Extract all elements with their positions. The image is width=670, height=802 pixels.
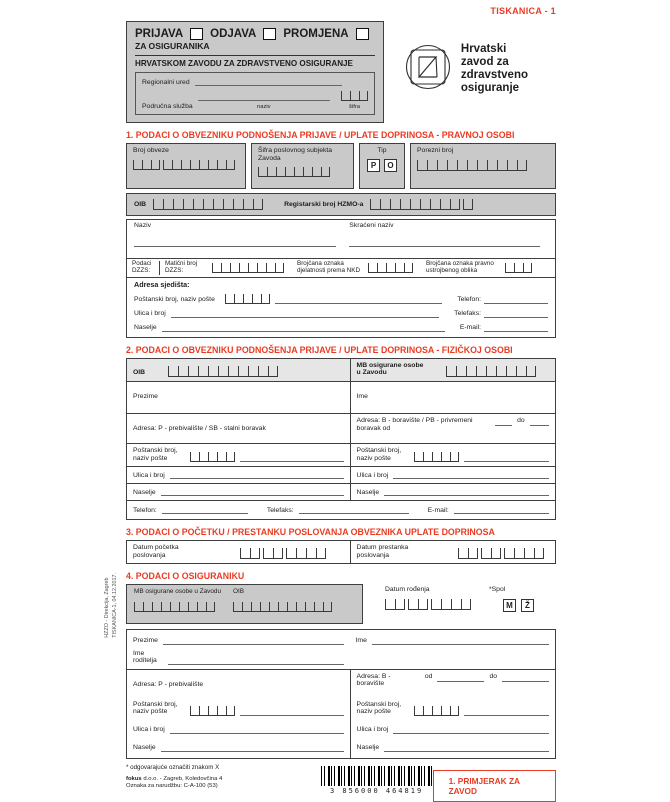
section1-top-row	[126, 143, 556, 189]
naselje-input-4l[interactable]	[161, 743, 344, 752]
hzzo-logo	[404, 43, 452, 91]
naselje-label-2r: Naselje	[356, 488, 380, 496]
nkd-label: Brojčana oznaka djelatnosti prema NKD	[297, 259, 360, 274]
ulica-input-2l[interactable]	[170, 470, 344, 479]
telefon-label-2: Telefon:	[133, 506, 157, 514]
naselje-input-2r[interactable]	[384, 487, 549, 496]
posta-input-4l[interactable]	[240, 707, 344, 716]
barcode-digits: 3 856000 464819	[329, 787, 424, 795]
oib-comb-2[interactable]	[168, 366, 278, 377]
prezime-label-2: Prezime	[133, 392, 158, 400]
naselje-label: Naselje	[134, 324, 157, 332]
section1-oib-row	[126, 193, 556, 216]
broj-obveze-field: Broj obveze	[126, 143, 246, 189]
divider	[135, 55, 375, 56]
porezni-broj-field: Porezni broj	[410, 143, 556, 189]
ulica-input[interactable]	[171, 309, 439, 318]
form-code-label: TISKANICA - 1	[490, 6, 556, 16]
section4-top	[126, 584, 556, 623]
side-imprint: HZZO - Direkcija, Zagreb TISKANICA-1, 04.12.2017.	[104, 573, 118, 638]
ime-roditelja-input[interactable]	[168, 656, 344, 665]
ime-label-4: Ime	[355, 636, 367, 644]
prijava-label: PRIJAVA	[135, 28, 184, 40]
sifra-subjekta-field: Šifra poslovnog subjekta Zavoda	[251, 143, 354, 189]
odjava-label: ODJAVA	[210, 28, 257, 40]
regional-office-input[interactable]	[195, 77, 342, 86]
ime-label-2: Ime	[356, 392, 368, 400]
sifra-subjekta-comb[interactable]	[258, 167, 330, 177]
posta-input[interactable]	[275, 295, 442, 304]
tip-field: Tip P O	[359, 143, 405, 189]
naselje-label-4l: Naselje	[133, 744, 156, 752]
postanski-label-4l: Poštanski broj, naziv pošte	[133, 700, 178, 716]
oib-label-2: OIB	[133, 369, 146, 377]
hzzo-name: Hrvatski zavod za zdravstveno osiguranje	[460, 43, 528, 94]
dzzs-row	[126, 259, 556, 278]
maticni-comb[interactable]	[212, 263, 284, 273]
email-input[interactable]	[484, 323, 548, 332]
oib-label-4: OIB	[233, 588, 245, 596]
hzzo-brand	[404, 43, 528, 123]
naselje-label-4r: Naselje	[356, 744, 380, 752]
printer-info: fokus d.o.o. - Zagreb, Koledovčina 4 Oznaka za narudžbu: C-A-100 (53)	[126, 776, 223, 790]
naziv-row	[126, 219, 556, 259]
mb-label-4: MB osigurane osobe u Zavodu	[134, 588, 222, 596]
prezime-input-4[interactable]	[163, 636, 344, 645]
telefaks-label-2: Telefaks:	[266, 506, 294, 514]
naselje-input[interactable]	[162, 323, 445, 332]
adresa-p-label-2: Adresa: P - prebivalište / SB - stalni boravak	[133, 424, 266, 432]
dzzs-label: Podaci DZZS:	[132, 261, 160, 275]
section1-title: 1. PODACI O OBVEZNIKU PODNOŠENJA PRIJAVE / UPLATE DOPRINOSA - PRAVNOJ OSOBI	[126, 130, 515, 140]
datum-prestanka-label: Datum prestanka poslovanja	[356, 544, 409, 559]
ulica-input-4l[interactable]	[170, 725, 344, 734]
naziv-caption: naziv	[257, 104, 271, 110]
postanski-comb[interactable]	[225, 294, 270, 304]
boravak-od-input[interactable]	[495, 417, 513, 426]
branch-office-input[interactable]	[198, 92, 330, 101]
naselje-input-4r[interactable]	[384, 743, 549, 752]
adresa-b-label-4: Adresa: B - boravište	[356, 672, 391, 688]
naziv-input[interactable]	[134, 238, 336, 247]
spol-label: *Spol	[489, 586, 506, 594]
declaration-box	[126, 21, 384, 123]
form-header	[126, 21, 556, 123]
email-label-2: E-mail:	[427, 506, 449, 514]
postanski-label-4r: Poštanski broj, naziv pošte	[356, 700, 402, 716]
ime-roditelja-label: Ime roditelja	[133, 649, 157, 665]
posta-input-2l[interactable]	[240, 453, 344, 462]
postanski-label-2l: Poštanski broj, naziv pošte	[133, 446, 178, 462]
tip-o-checkbox[interactable]: O	[384, 159, 397, 172]
adresa-sjedista-title: Adresa sjedišta:	[134, 279, 190, 289]
ulica-label: Ulica i broj	[134, 310, 166, 318]
telefon-input-2[interactable]	[162, 505, 248, 514]
telefaks-label: Telefaks:	[454, 310, 481, 318]
sifra-comb[interactable]	[341, 91, 368, 101]
section4-box	[126, 629, 556, 759]
section2-title: 2. PODACI O OBVEZNIKU PODNOŠENJA PRIJAVE / UPLATE DOPRINOSA - FIZIČKOJ OSOBI	[126, 344, 513, 355]
prezime-label-4: Prezime	[133, 636, 158, 644]
spol-z-checkbox[interactable]: Ž	[521, 599, 534, 612]
section3-title: 3. PODACI O POČETKU / PRESTANKU POSLOVANJA OBVEZNIKA UPLATE DOPRINOSA	[126, 527, 495, 538]
boravak-do-input[interactable]	[530, 417, 549, 426]
postanski-label-2r: Poštanski broj, naziv pošte	[356, 446, 402, 462]
sifra-caption: šifra	[349, 104, 360, 110]
addressee-label: HRVATSKOM ZAVODU ZA ZDRAVSTVENO OSIGURANJE	[135, 59, 353, 68]
skraceni-naziv-input[interactable]	[349, 238, 540, 247]
ulica-label-4l: Ulica i broj	[133, 726, 165, 734]
ulica-label-4r: Ulica i broj	[356, 726, 389, 734]
datum-rodjenja-comb[interactable]	[385, 599, 471, 610]
boravak-od-input-4[interactable]	[437, 673, 484, 682]
footnote: * odgovarajuće označiti znakom X	[126, 764, 220, 771]
for-insured-label: ZA OSIGURANIKA	[135, 41, 210, 51]
broj-obveze-comb[interactable]	[133, 160, 235, 170]
adresa-sjedista-box	[126, 278, 556, 338]
ulica-input-2r[interactable]	[393, 470, 549, 479]
promjena-checkbox[interactable]	[356, 28, 369, 40]
datum-rodjenja-label: Datum rođenja	[385, 586, 430, 594]
telefon-label: Telefon:	[457, 296, 481, 304]
section4-id-box	[126, 584, 363, 623]
oib-label: OIB	[134, 200, 147, 208]
form-sheet	[104, 6, 556, 802]
mb-comb-2[interactable]	[446, 366, 536, 377]
tip-p-checkbox[interactable]: P	[367, 159, 380, 172]
do-label-2: do	[517, 416, 525, 424]
ime-input-4[interactable]	[372, 636, 549, 645]
oib-comb-4[interactable]	[233, 602, 332, 612]
naziv-label: Naziv	[134, 222, 151, 230]
datum-pocetka-comb[interactable]	[240, 548, 326, 559]
hzmo-label: Registarski broj HZMO-a	[284, 200, 364, 208]
boravak-do-input-4[interactable]	[502, 673, 549, 682]
hzmo-comb[interactable]	[370, 199, 473, 210]
maticni-label: Matični broj DZZS:	[165, 259, 198, 274]
ulica-label-2l: Ulica i broj	[133, 471, 165, 479]
od-label-4: od	[424, 672, 433, 680]
datum-pocetka-label: Datum početka poslovanja	[133, 544, 179, 559]
naselje-label-2l: Naselje	[133, 488, 156, 496]
email-input-2[interactable]	[454, 505, 549, 514]
barcode-bars	[321, 766, 433, 786]
email-label: E-mail:	[459, 324, 481, 332]
ustroj-comb[interactable]	[505, 263, 532, 273]
postanski-comb-2r[interactable]	[414, 452, 459, 462]
naselje-input-2l[interactable]	[161, 487, 344, 496]
ulica-label-2r: Ulica i broj	[356, 471, 389, 479]
skraceni-naziv-label: Skraćeni naziv	[349, 222, 394, 230]
ustroj-label: Brojčana oznaka pravno ustrojbenog oblika	[426, 259, 494, 274]
postanski-label: Poštanski broj, naziv pošte	[134, 296, 215, 304]
datum-prestanka-comb[interactable]	[458, 548, 544, 559]
section4-title: 4. PODACI O OSIGURANIKU	[126, 571, 245, 582]
copy-label-box: 1. PRIMJERAK ZA ZAVOD	[433, 770, 556, 802]
adresa-p-label-4: Adresa: P - prebivalište	[133, 680, 204, 688]
porezni-broj-comb[interactable]	[417, 160, 527, 171]
do-label-4: do	[489, 672, 498, 680]
nkd-comb[interactable]	[368, 263, 413, 273]
telefaks-input[interactable]	[484, 309, 548, 318]
ulica-input-4r[interactable]	[393, 725, 549, 734]
promjena-label: PROMJENA	[283, 28, 349, 40]
branch-office-label: Područna služba	[142, 103, 193, 110]
office-box	[135, 72, 375, 115]
mb-label-2: MB osigurane osobe u Zavodu	[356, 361, 424, 377]
spol-m-checkbox[interactable]: M	[503, 599, 516, 612]
telefon-input[interactable]	[484, 295, 548, 304]
section2-box	[126, 358, 556, 520]
form-footer	[126, 764, 556, 802]
adresa-b-label-2: Adresa: B - boravište / PB - privremeni boravak od	[356, 416, 473, 432]
postanski-comb-4r[interactable]	[414, 706, 459, 716]
prijava-checkbox[interactable]	[190, 28, 203, 40]
postanski-comb-4l[interactable]	[190, 706, 235, 716]
regional-office-label: Regionalni ured	[142, 79, 190, 86]
barcode	[321, 766, 433, 795]
section3-box	[126, 540, 556, 564]
postanski-comb-2l[interactable]	[190, 452, 235, 462]
odjava-checkbox[interactable]	[263, 28, 276, 40]
posta-input-4r[interactable]	[464, 707, 549, 716]
telefaks-input-2[interactable]	[299, 505, 409, 514]
posta-input-2r[interactable]	[464, 453, 549, 462]
oib-comb[interactable]	[153, 199, 263, 210]
